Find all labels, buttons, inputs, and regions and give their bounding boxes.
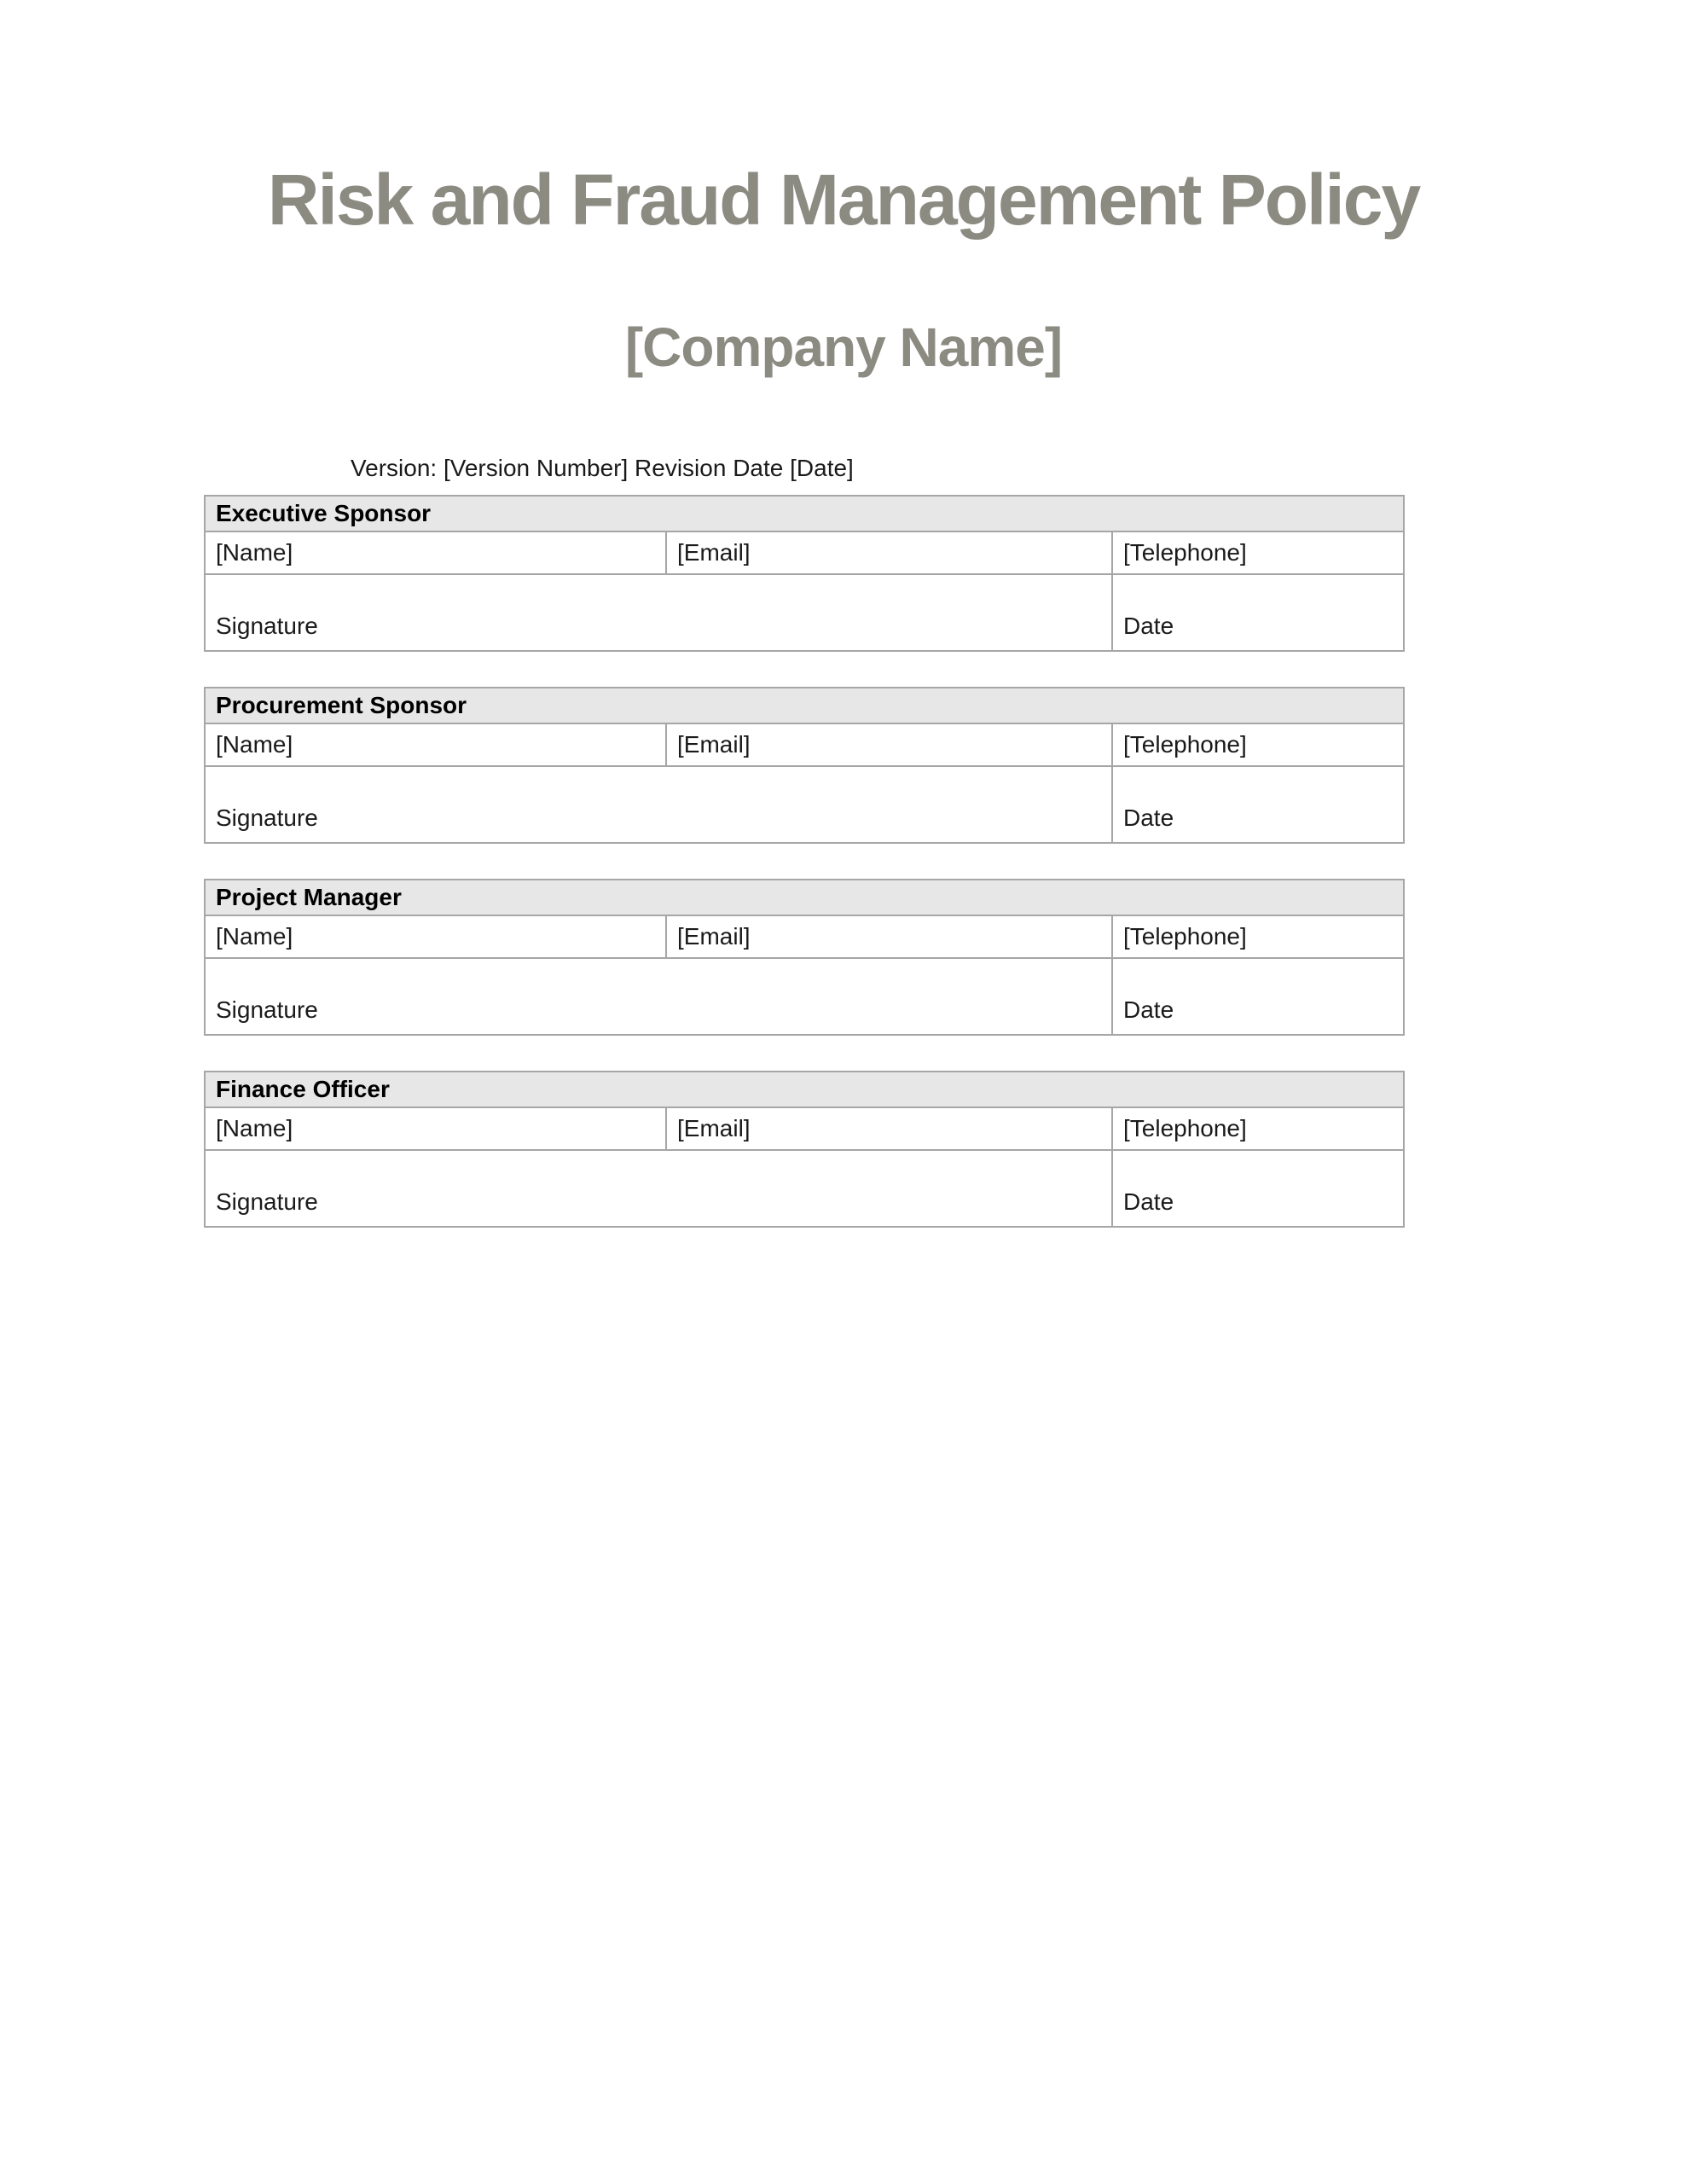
- signature-row: [205, 574, 1404, 651]
- contact-row: [205, 915, 1404, 958]
- table-header-row: [205, 688, 1404, 723]
- contact-row: [205, 531, 1404, 574]
- company-name-placeholder: [Company Name]: [624, 317, 1063, 378]
- contact-row: [205, 1107, 1404, 1150]
- approval-table-finance-officer: [204, 1071, 1405, 1228]
- name-cell: [Name]: [205, 723, 666, 766]
- approval-table-procurement-sponsor: [204, 687, 1405, 844]
- email-cell: [Email]: [666, 723, 1112, 766]
- email-cell: [Email]: [666, 531, 1112, 574]
- telephone-cell: [Telephone]: [1112, 1107, 1404, 1150]
- signature-cell: Signature: [205, 574, 1112, 651]
- email-cell: [Email]: [666, 915, 1112, 958]
- email-cell: [Email]: [666, 1107, 1112, 1150]
- name-cell: [Name]: [205, 915, 666, 958]
- signature-cell: Signature: [205, 1150, 1112, 1227]
- table-title: Executive Sponsor: [205, 496, 1404, 531]
- date-cell: Date: [1112, 766, 1404, 843]
- name-cell: [Name]: [205, 531, 666, 574]
- date-cell: Date: [1112, 574, 1404, 651]
- name-cell: [Name]: [205, 1107, 666, 1150]
- signature-row: [205, 958, 1404, 1035]
- table-header-row: [205, 1072, 1404, 1107]
- signature-cell: Signature: [205, 958, 1112, 1035]
- telephone-cell: [Telephone]: [1112, 723, 1404, 766]
- telephone-cell: [Telephone]: [1112, 915, 1404, 958]
- date-cell: Date: [1112, 958, 1404, 1035]
- table-header-row: [205, 496, 1404, 531]
- table-title: Procurement Sponsor: [205, 688, 1404, 723]
- signature-row: [205, 766, 1404, 843]
- approval-table-executive-sponsor: [204, 495, 1405, 652]
- table-title: Project Manager: [205, 880, 1404, 915]
- date-cell: Date: [1112, 1150, 1404, 1227]
- contact-row: [205, 723, 1404, 766]
- version-line: Version: [Version Number] Revision Date [Date]: [351, 455, 854, 481]
- approval-tables: [204, 495, 1403, 1263]
- approval-table-project-manager: [204, 879, 1405, 1036]
- signature-cell: Signature: [205, 766, 1112, 843]
- table-title: Finance Officer: [205, 1072, 1404, 1107]
- document-title: Risk and Fraud Management Policy: [267, 160, 1420, 240]
- telephone-cell: [Telephone]: [1112, 531, 1404, 574]
- signature-row: [205, 1150, 1404, 1227]
- table-header-row: [205, 880, 1404, 915]
